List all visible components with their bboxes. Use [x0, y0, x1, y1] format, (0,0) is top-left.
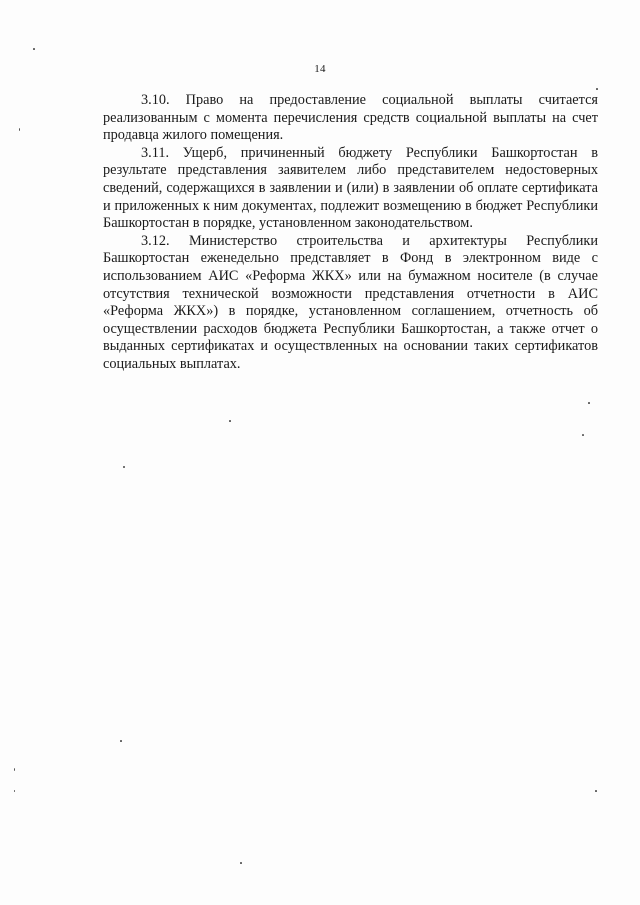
scan-speck [33, 48, 35, 50]
scan-speck [123, 466, 125, 468]
paragraph-3-12: 3.12. Министерство строительства и архитектуры Республики Башкортостан еженедельно представляет в Фонд в электронном виде с использованием АИС «Реформа ЖКХ» или на бумажном носителе (в случае отсутствия технической возможности представления отчетности в АИС «Реформа ЖКХ») в порядке, установленном соглашением, отчетность об осуществлении расходов бюджета Республики Башкортостан, а также отчет о выданных сертификатах и осуществленных на основании таких сертификатов социальных выплатах. [103, 232, 598, 372]
document-body [103, 92, 598, 374]
scan-speck [19, 128, 20, 131]
scan-speck [588, 402, 590, 404]
scan-speck [120, 740, 122, 742]
scan-speck [596, 88, 598, 90]
scan-speck [240, 862, 242, 864]
paragraph-3-11: 3.11. Ущерб, причиненный бюджету Республики Башкортостан в результате представления заявителем либо представителем недостоверных сведений, содержащихся в заявлении и (или) в заявлении об оплате сертификата и приложенных к ним документах, подлежит возмещению в бюджет Республики Башкортостан в порядке, установленном законодательством. [103, 144, 598, 232]
scan-speck [14, 790, 15, 792]
scan-speck [582, 434, 584, 436]
paragraph-3-10: 3.10. Право на предоставление социальной выплаты считается реализованным с момента перечисления средств социальной выплаты на счет продавца жилого помещения. [103, 92, 598, 144]
scan-speck [595, 790, 597, 792]
page-number: 14 [314, 63, 326, 75]
scan-speck [229, 420, 231, 422]
scan-speck [14, 768, 15, 771]
